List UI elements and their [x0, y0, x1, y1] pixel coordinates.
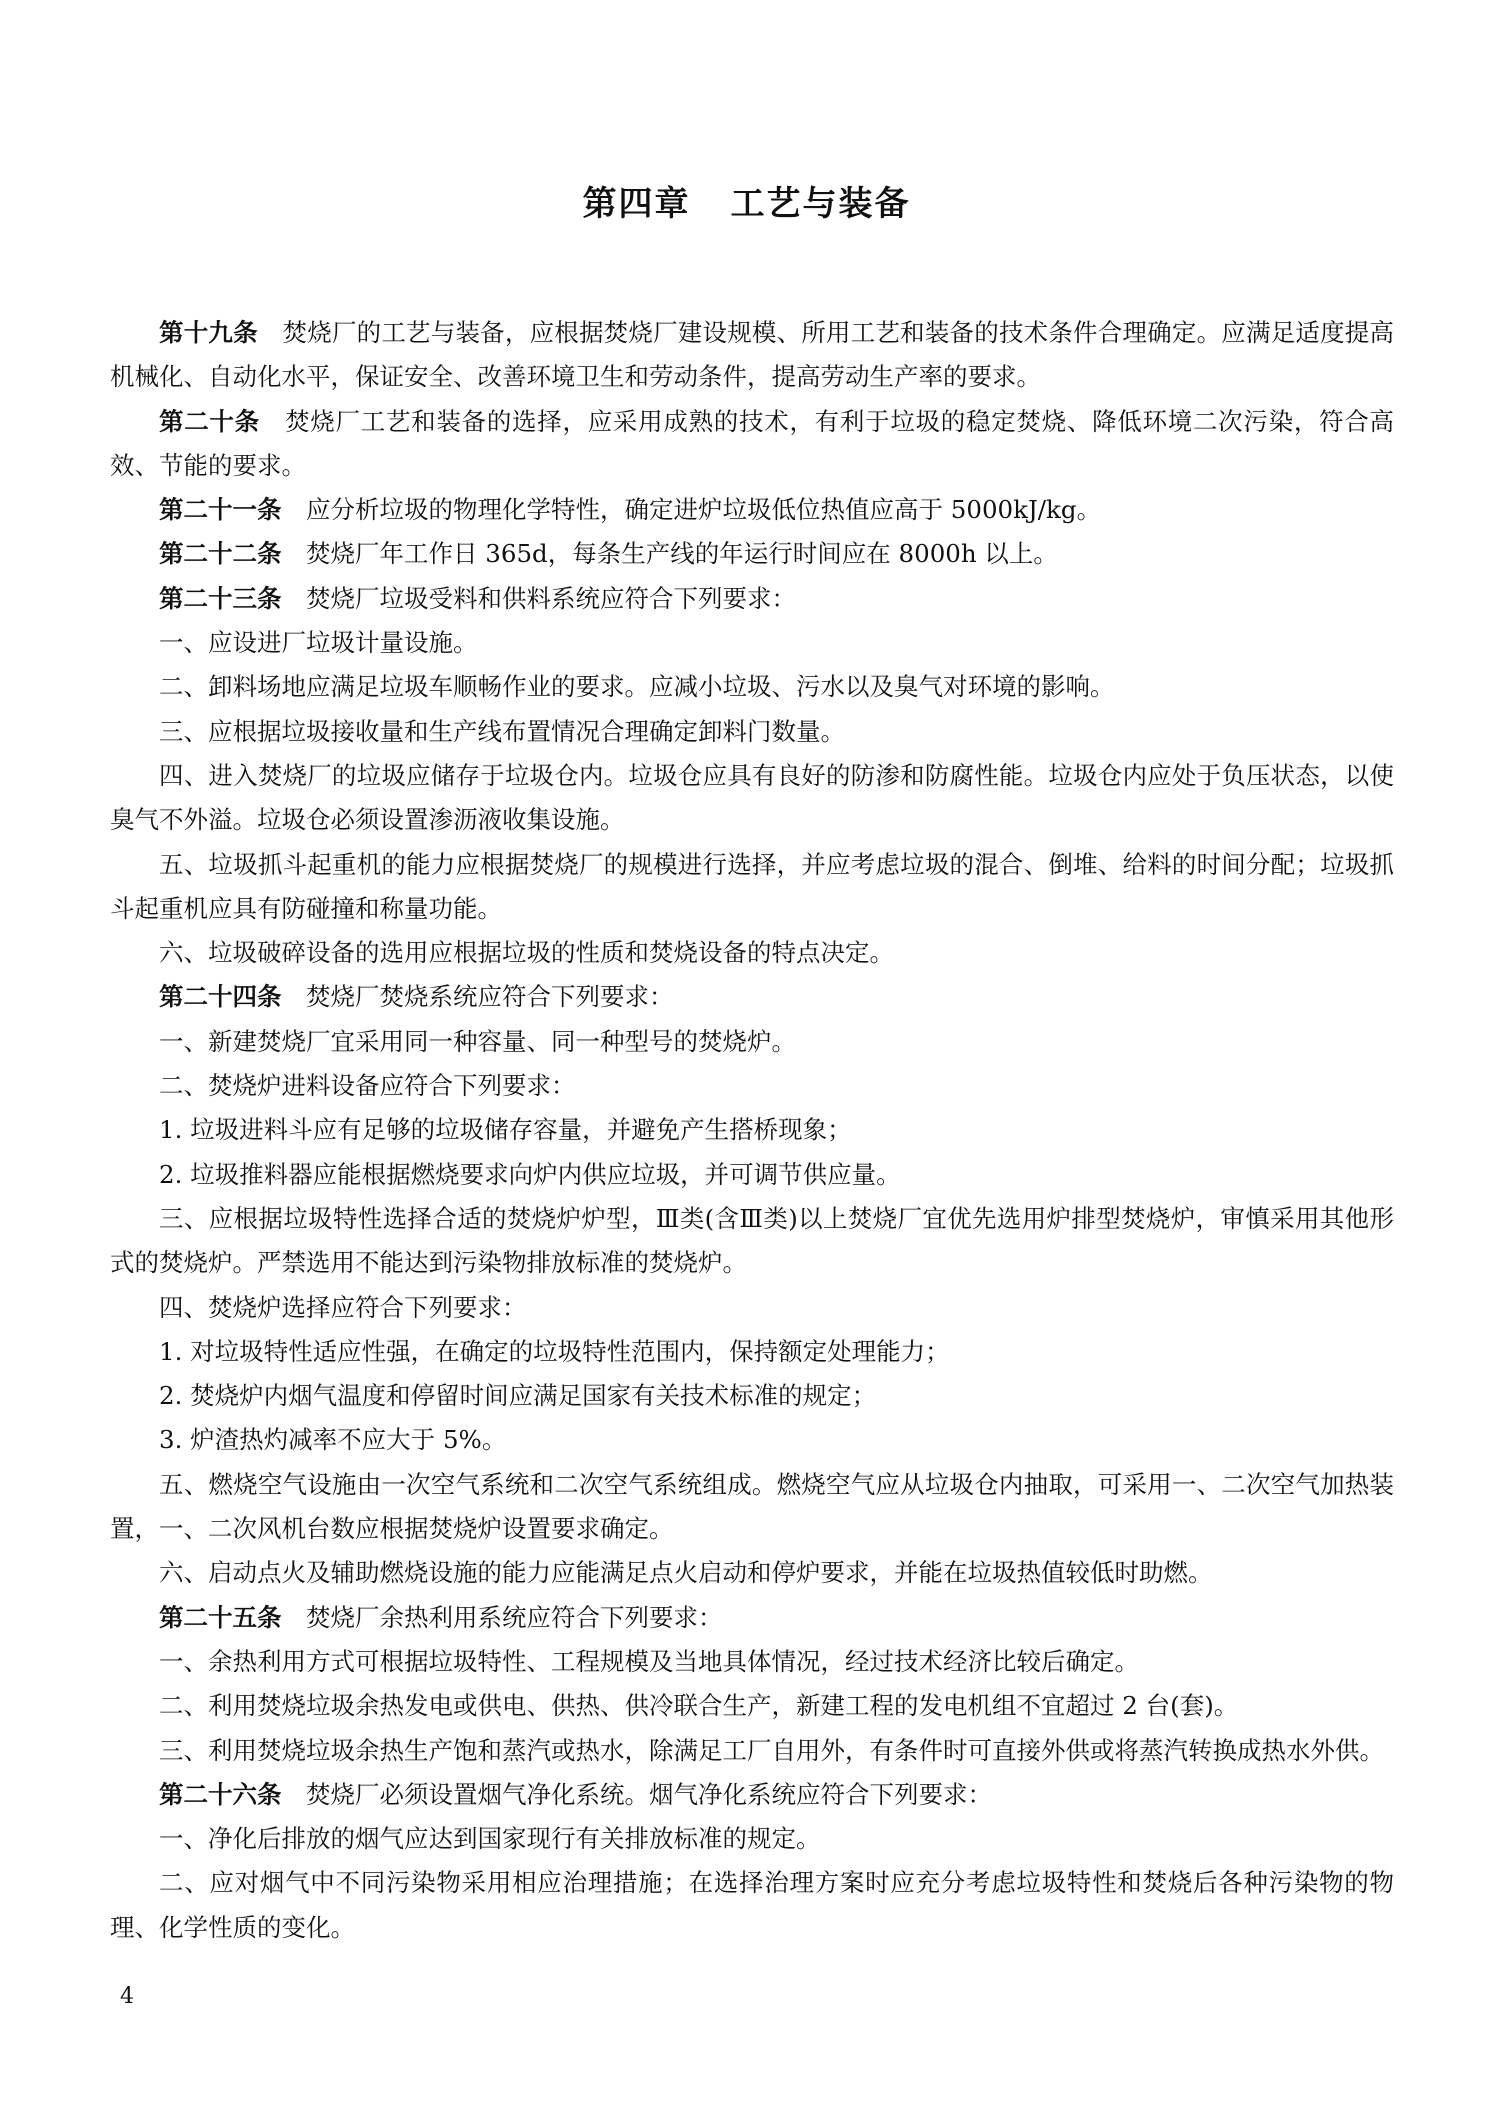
- paragraph-text: 三、应根据垃圾接收量和生产线布置情况合理确定卸料门数量。: [159, 716, 845, 746]
- paragraph-text: 1. 垃圾进料斗应有足够的垃圾储存容量，并避免产生搭桥现象；: [159, 1115, 852, 1145]
- clause-paragraph: [110, 1108, 1394, 1152]
- clause-paragraph: [110, 1551, 1394, 1595]
- article-number: 第二十六条: [159, 1779, 282, 1809]
- clause-paragraph: [110, 843, 1394, 932]
- paragraph-text: 焚烧厂垃圾受料和供料系统应符合下列要求：: [306, 583, 796, 613]
- article-number: 第二十二条: [159, 539, 282, 569]
- clause-paragraph: [110, 1684, 1394, 1728]
- article-number: 第十九条: [159, 318, 258, 347]
- paragraph-text: 六、垃圾破碎设备的选用应根据垃圾的性质和焚烧设备的特点决定。: [159, 938, 894, 968]
- clause-paragraph: [110, 621, 1394, 665]
- paragraph-text: 五、垃圾抓斗起重机的能力应根据焚烧厂的规模进行选择，并应考虑垃圾的混合、倒堆、给料的时间分配；垃圾抓斗起重机应具有防碰撞和称量功能。: [110, 849, 1394, 923]
- page-number: 4: [120, 1984, 134, 2009]
- clause-paragraph: [110, 1861, 1394, 1950]
- paragraph-text: 六、启动点火及辅助燃烧设施的能力应能满足点火启动和停炉要求，并能在垃圾热值较低时助燃。: [159, 1558, 1213, 1588]
- paragraph-text: 3. 炉渣热灼减率不应大于 5%。: [159, 1425, 507, 1455]
- clause-paragraph: [110, 1153, 1394, 1197]
- clause-paragraph: [110, 931, 1394, 975]
- paragraph-text: 应分析垃圾的物理化学特性，确定进炉垃圾低位热值应高于 5000kJ/kg。: [306, 495, 1102, 525]
- paragraph-text: 一、应设进厂垃圾计量设施。: [159, 628, 478, 658]
- paragraph-text: 焚烧厂必须设置烟气净化系统。烟气净化系统应符合下列要求：: [306, 1779, 992, 1809]
- paragraph-text: 一、净化后排放的烟气应达到国家现行有关排放标准的规定。: [159, 1824, 821, 1854]
- clause-paragraph: [110, 754, 1394, 843]
- article-number: 第二十三条: [159, 583, 282, 613]
- paragraph-text: 2. 焚烧炉内烟气温度和停留时间应满足国家有关技术标准的规定；: [159, 1381, 877, 1411]
- paragraph-text: 四、焚烧炉选择应符合下列要求：: [159, 1292, 527, 1322]
- article-paragraph: [110, 311, 1394, 400]
- clause-paragraph: [110, 1729, 1394, 1773]
- paragraph-text: 焚烧厂年工作日 365d，每条生产线的年运行时间应在 8000h 以上。: [306, 539, 1058, 569]
- paragraph-text: 三、利用焚烧垃圾余热生产饱和蒸汽或热水，除满足工厂自用外，有条件时可直接外供或将蒸汽转换成热水外供。: [159, 1735, 1384, 1765]
- clause-paragraph: [110, 1286, 1394, 1330]
- article-paragraph: [110, 1596, 1394, 1640]
- article-paragraph: [110, 1773, 1394, 1817]
- paragraph-text: 二、利用焚烧垃圾余热发电或供电、供热、供冷联合生产，新建工程的发电机组不宜超过 2 台(套)。: [159, 1691, 1239, 1721]
- paragraph-text: 二、应对烟气中不同污染物采用相应治理措施；在选择治理方案时应充分考虑垃圾特性和焚烧后各种污染物的物理、化学性质的变化。: [110, 1868, 1394, 1942]
- chapter-number: 第四章: [582, 184, 691, 224]
- paragraph-text: 四、进入焚烧厂的垃圾应储存于垃圾仓内。垃圾仓应具有良好的防渗和防腐性能。垃圾仓内应处于负压状态，以使臭气不外溢。垃圾仓必须设置渗沥液收集设施。: [110, 760, 1394, 835]
- article-paragraph: [110, 532, 1394, 576]
- article-paragraph: [110, 488, 1394, 532]
- paragraph-text: 焚烧厂工艺和装备的选择，应采用成熟的技术，有利于垃圾的稳定焚烧、降低环境二次污染，符合高效、节能的要求。: [110, 406, 1394, 480]
- clause-paragraph: [110, 1817, 1394, 1861]
- paragraph-text: 三、应根据垃圾特性选择合适的焚烧炉炉型，Ⅲ类(含Ⅲ类)以上焚烧厂宜优先选用炉排型焚烧炉，审慎采用其他形式的焚烧炉。严禁选用不能达到污染物排放标准的焚烧炉。: [110, 1203, 1394, 1278]
- paragraph-text: 一、余热利用方式可根据垃圾特性、工程规模及当地具体情况，经过技术经济比较后确定。: [159, 1646, 1139, 1676]
- chapter-heading: [0, 182, 1493, 226]
- article-paragraph: [110, 975, 1394, 1019]
- paragraph-text: 二、焚烧炉进料设备应符合下列要求：: [159, 1071, 576, 1101]
- clause-paragraph: [110, 1463, 1394, 1552]
- chapter-body: [110, 311, 1394, 1950]
- clause-paragraph: [110, 1418, 1394, 1462]
- article-paragraph: [110, 400, 1394, 489]
- article-paragraph: [110, 577, 1394, 621]
- clause-paragraph: [110, 1020, 1394, 1064]
- paragraph-text: 焚烧厂的工艺与装备，应根据焚烧厂建设规模、所用工艺和装备的技术条件合理确定。应满足适度提高机械化、自动化水平，保证安全、改善环境卫生和劳动条件，提高劳动生产率的要求。: [110, 318, 1395, 392]
- paragraph-text: 五、燃烧空气设施由一次空气系统和二次空气系统组成。燃烧空气应从垃圾仓内抽取，可采用一、二次空气加热装置，一、二次风机台数应根据焚烧炉设置要求确定。: [110, 1469, 1394, 1544]
- clause-paragraph: [110, 1197, 1394, 1286]
- paragraph-text: 焚烧厂余热利用系统应符合下列要求：: [306, 1602, 723, 1632]
- clause-paragraph: [110, 1330, 1394, 1374]
- paragraph-text: 一、新建焚烧厂宜采用同一种容量、同一种型号的焚烧炉。: [159, 1026, 796, 1056]
- clause-paragraph: [110, 1064, 1394, 1108]
- clause-paragraph: [110, 1374, 1394, 1418]
- paragraph-text: 2. 垃圾推料器应能根据燃烧要求向炉内供应垃圾，并可调节供应量。: [159, 1159, 901, 1189]
- article-number: 第二十一条: [159, 495, 282, 525]
- paragraph-text: 二、卸料场地应满足垃圾车顺畅作业的要求。应减小垃圾、污水以及臭气对环境的影响。: [159, 672, 1115, 702]
- clause-paragraph: [110, 665, 1394, 709]
- article-number: 第二十条: [159, 406, 260, 436]
- article-number: 第二十四条: [159, 982, 282, 1012]
- paragraph-text: 1. 对垃圾特性适应性强，在确定的垃圾特性范围内，保持额定处理能力；: [159, 1336, 950, 1366]
- clause-paragraph: [110, 710, 1394, 754]
- paragraph-text: 焚烧厂焚烧系统应符合下列要求：: [306, 982, 674, 1012]
- chapter-title: 工艺与装备: [730, 184, 911, 224]
- clause-paragraph: [110, 1640, 1394, 1684]
- article-number: 第二十五条: [159, 1602, 282, 1632]
